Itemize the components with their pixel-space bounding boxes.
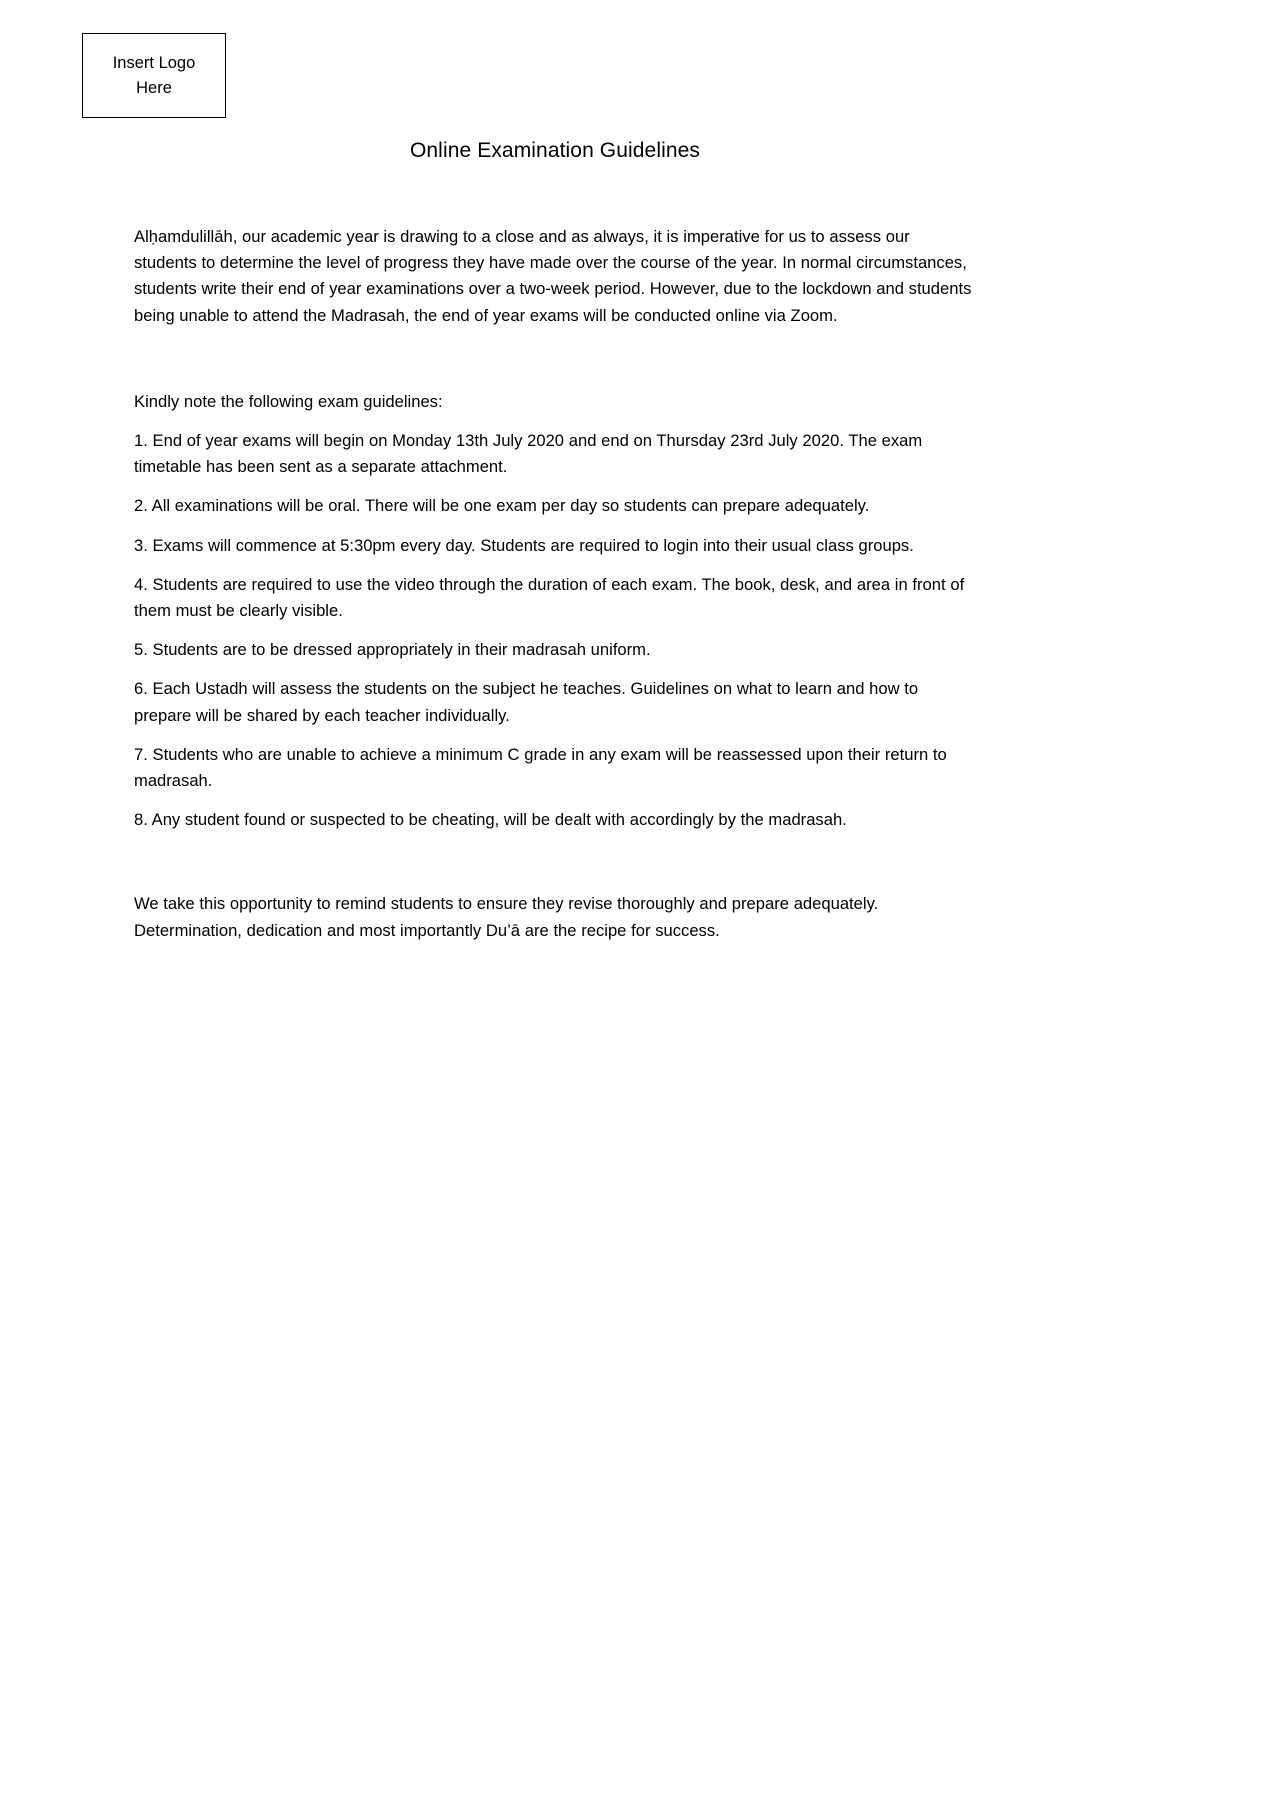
document-body (134, 224, 974, 944)
closing-paragraph: We take this opportunity to remind students to ensure they revise thoroughly and prepare adequately. Determination, dedication and most importantly Du’ā are the recipe for success. (134, 894, 879, 940)
spacer (134, 559, 974, 572)
logo-placeholder-line-2: Here (136, 78, 172, 97)
page-title: Online Examination Guidelines (409, 139, 701, 162)
guidelines-heading: Kindly note the following exam guidelines: (134, 391, 443, 411)
logo-placeholder-box (82, 33, 226, 118)
guideline-item: 6. Each Ustadh will assess the students on the subject he teaches. Guidelines on what to learn and how to prepare will be shared by each teacher individually. (134, 679, 919, 725)
spacer-after-intro (134, 329, 974, 389)
spacer (134, 729, 974, 742)
intro-paragraph: Alḥamdulillāh, our academic year is drawing to a close and as always, it is imperative for us to assess our students to determine the level of progress they have made over the course of the year. In normal circumstances, students write their end of year examinations over a two-week period. However, due to the lockdown and students being unable to attend the Madrasah, the end of year exams will be conducted online via Zoom. (134, 227, 972, 325)
spacer-before-closing (134, 833, 974, 891)
guideline-item: 4. Students are required to use the video through the duration of each exam. The book, desk, and area in front of them must be clearly visible. (134, 574, 965, 621)
logo-placeholder-line-1: Insert Logo (112, 53, 196, 72)
spacer (134, 624, 974, 637)
spacer-before-list (134, 415, 974, 428)
guideline-item: 5. Students are to be dressed appropriately in their madrasah uniform. (134, 640, 651, 660)
spacer (134, 480, 974, 493)
spacer (134, 663, 974, 676)
guideline-item: 2. All examinations will be oral. There will be one exam per day so students can prepare adequately. (134, 496, 870, 516)
guideline-item: 1. End of year exams will begin on Monday 13th July 2020 and end on Thursday 23rd July 2020. The exam timetable has been sent as a separate attachment. (134, 431, 923, 477)
spacer (134, 520, 974, 533)
guideline-item: 3. Exams will commence at 5:30pm every day. Students are required to login into their usual class groups. (134, 535, 914, 555)
spacer (134, 794, 974, 807)
guideline-item: 8. Any student found or suspected to be cheating, will be dealt with accordingly by the madrasah. (134, 810, 847, 830)
guideline-item: 7. Students who are unable to achieve a minimum C grade in any exam will be reassessed upon their return to madrasah. (134, 744, 947, 791)
